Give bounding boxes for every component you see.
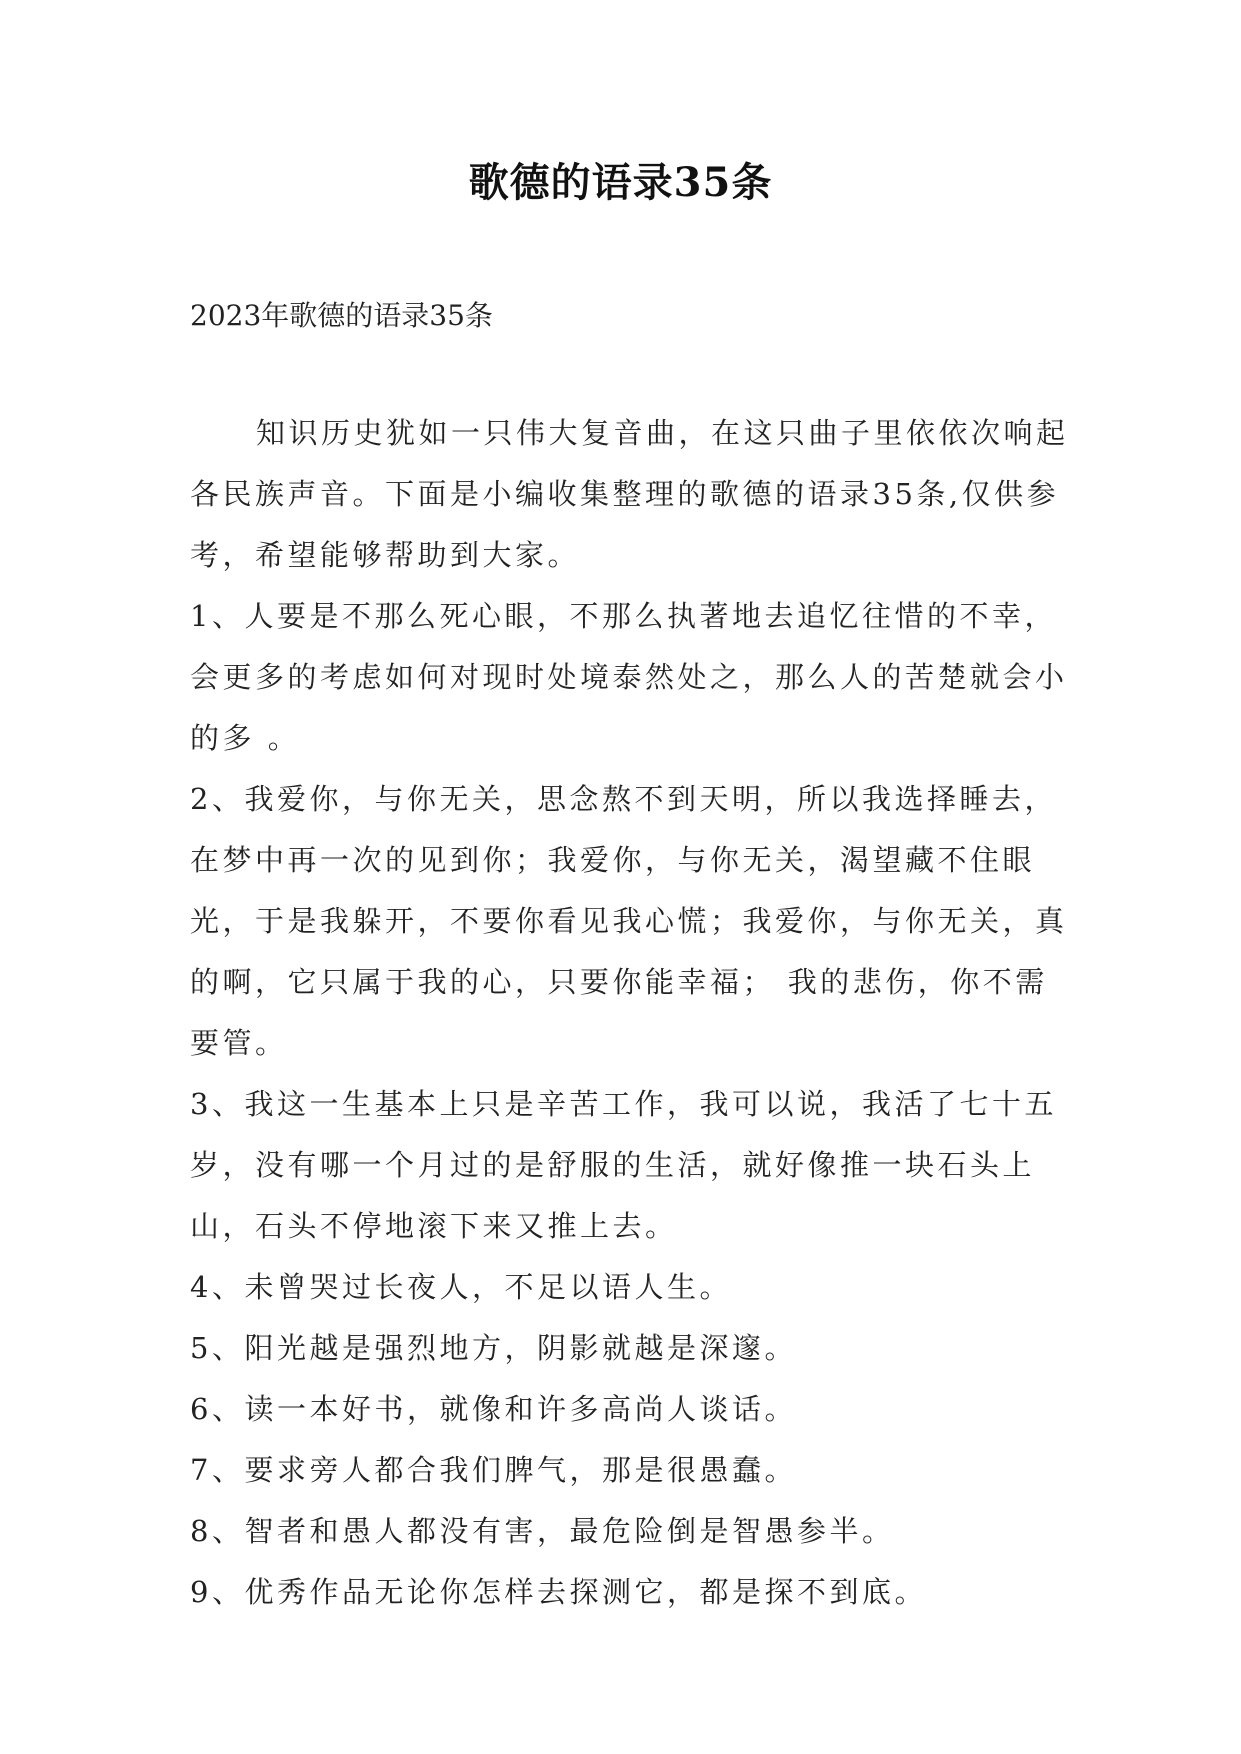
page-title: 歌德的语录35条 bbox=[468, 159, 773, 206]
document-subtitle: 2023年歌德的语录35条 bbox=[190, 299, 493, 332]
quote-item: 1、人要是不那么死心眼，不那么执著地去追忆往惜的不幸，会更多的考虑如何对现时处境泰然处之，那么人的苦楚就会小的多 。 bbox=[190, 599, 1068, 755]
quote-item: 6、读一本好书，就像和许多高尚人谈话。 bbox=[190, 1392, 797, 1426]
quote-item: 9、优秀作品无论你怎样去探测它，都是探不到底。 bbox=[190, 1575, 927, 1609]
quote-item: 4、未曾哭过长夜人，不足以语人生。 bbox=[190, 1270, 732, 1304]
quote-item: 8、智者和愚人都没有害，最危险倒是智愚参半。 bbox=[190, 1514, 895, 1548]
quote-item: 2、我爱你，与你无关，思念熬不到天明，所以我选择睡去，在梦中再一次的见到你；我爱你，与你无关，渴望藏不住眼光，于是我躲开，不要你看见我心慌；我爱你，与你无关，真的啊，它只属于我的心，只要你能幸福； 我的悲伤，你不需要管。 bbox=[190, 782, 1068, 1060]
quote-item: 7、要求旁人都合我们脾气，那是很愚蠢。 bbox=[190, 1453, 797, 1487]
quote-item: 3、我这一生基本上只是辛苦工作，我可以说，我活了七十五岁，没有哪一个月过的是舒服的生活，就好像推一块石头上山，石头不停地滚下来又推上去。 bbox=[190, 1087, 1057, 1243]
document-body bbox=[190, 403, 1070, 1623]
intro-paragraph: 知识历史犹如一只伟大复音曲，在这只曲子里依依次响起各民族声音。下面是小编收集整理的歌德的语录35条,仅供参考，希望能够帮助到大家。 bbox=[190, 416, 1069, 572]
quote-item: 5、阳光越是强烈地方，阴影就越是深邃。 bbox=[190, 1331, 797, 1365]
